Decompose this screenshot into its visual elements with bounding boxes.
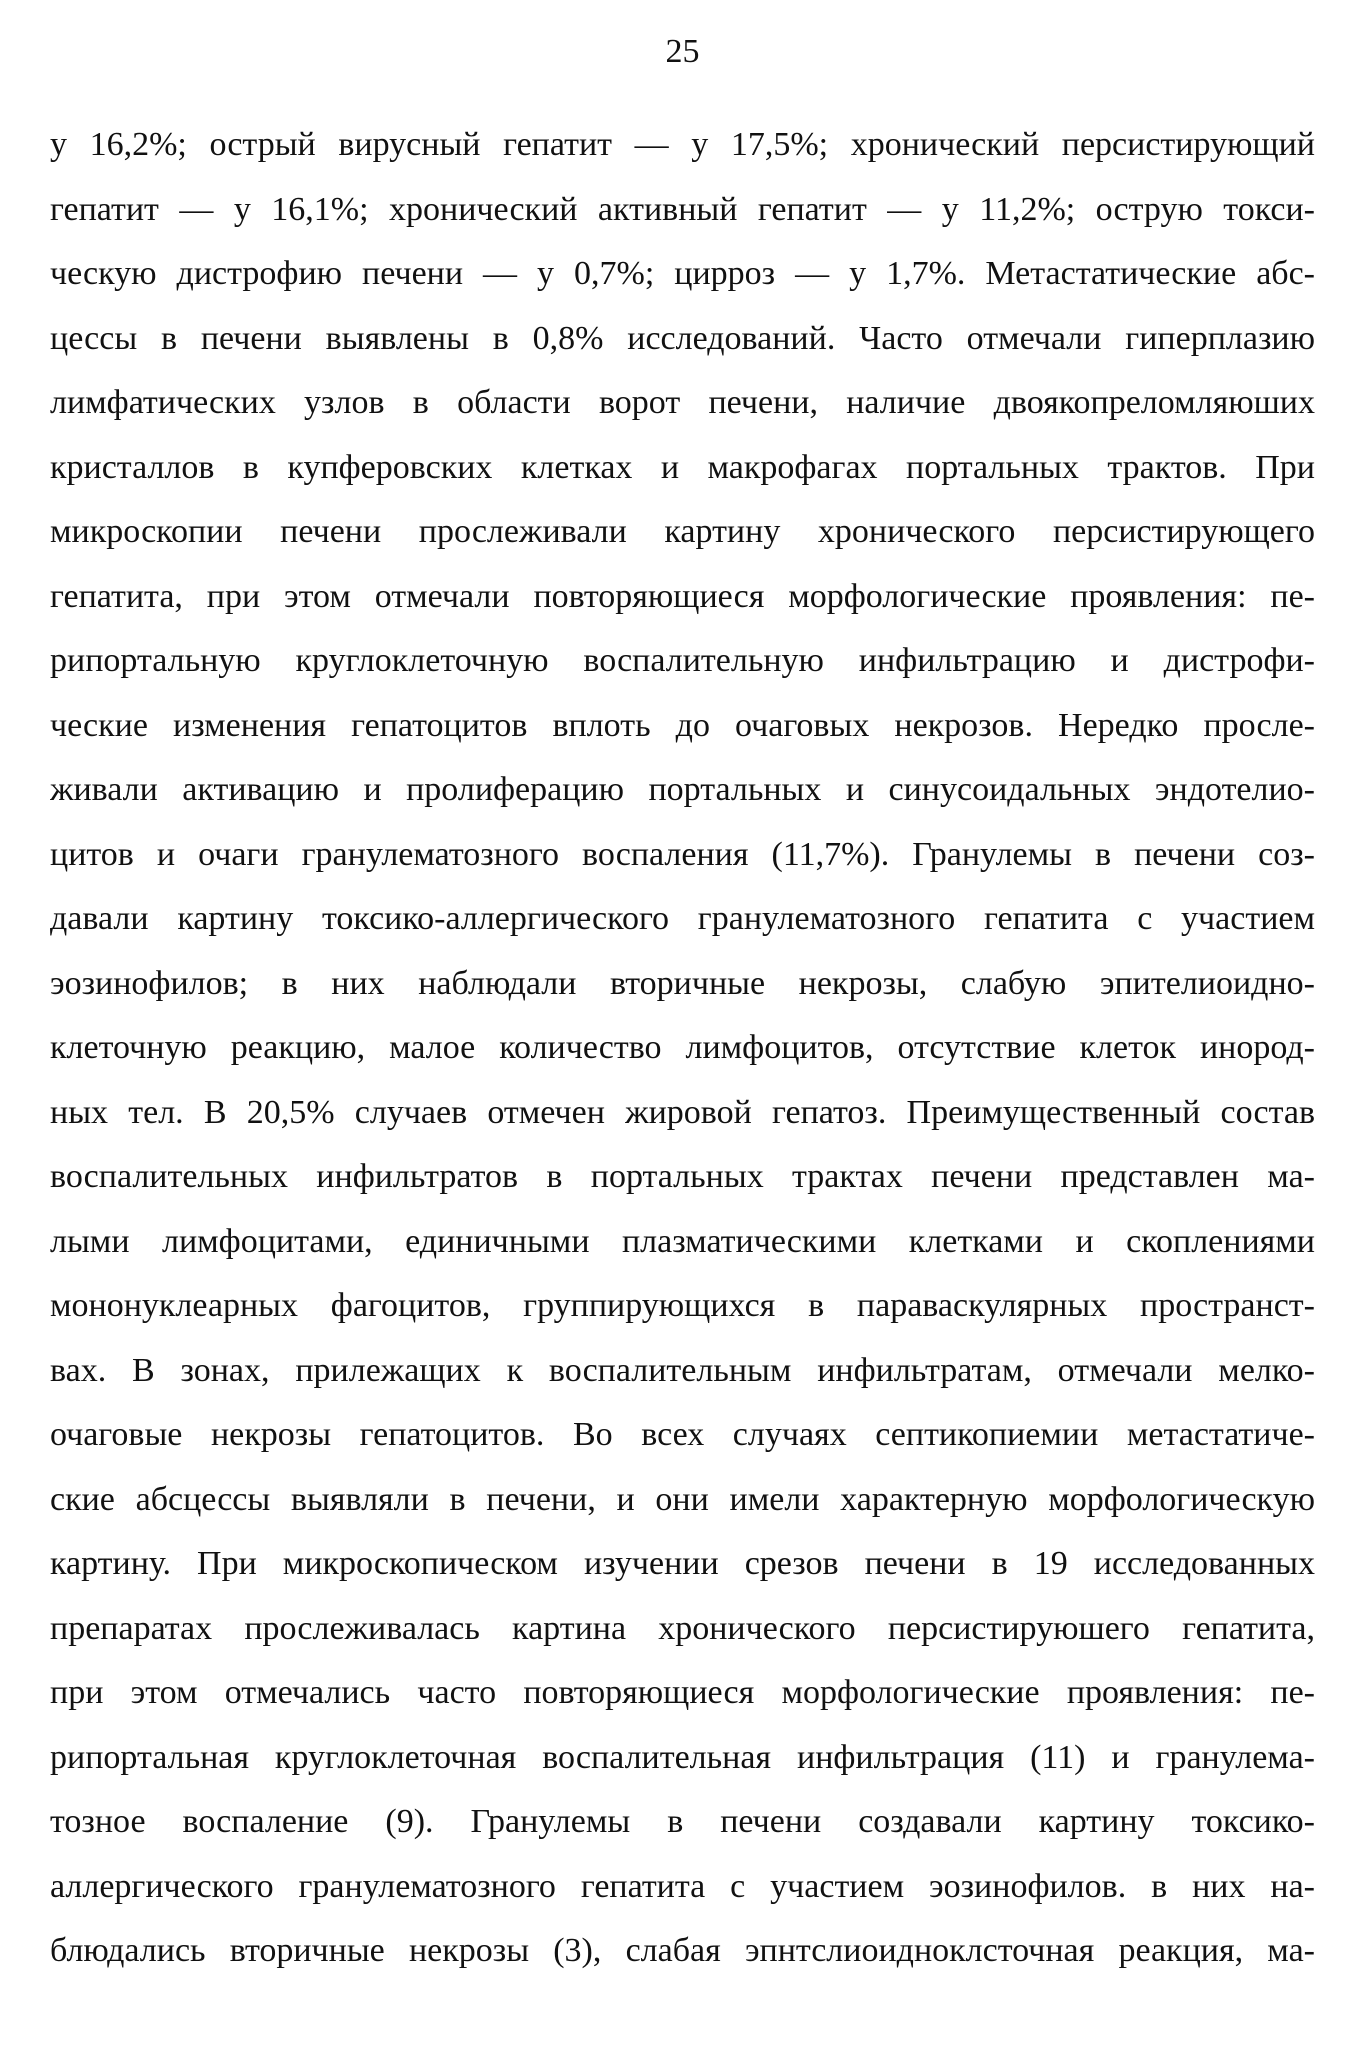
text-line: воспалительных инфильтратов в портальных трактах печени представлен ма- [50, 1158, 1315, 1195]
text-line: гепатит — у 16,1%; хронический активный гепатит — у 11,2%; острую токси- [50, 190, 1315, 228]
text-line: рипортальную круглоклеточную воспалительную инфильтрацию и дистрофи- [50, 642, 1315, 679]
text-line: живали активацию и пролиферацию портальных и синусоидальных эндотелио- [50, 771, 1315, 808]
text-line: у 16,2%; острый вирусный гепатит — у 17,5%; хронический персистирующий [50, 126, 1315, 163]
text-line: ных тел. В 20,5% случаев отмечен жировой гепатоз. Преимущественный состав [50, 1093, 1315, 1131]
text-line: тозное воспаление (9). Гранулемы в печени создавали картину токсико- [50, 1803, 1315, 1840]
text-line: клеточную реакцию, малое количество лимфоцитов, отсутствие клеток инород- [50, 1029, 1315, 1066]
text-line: при этом отмечались часто повторяющиеся морфологические проявления: пе- [50, 1674, 1315, 1711]
text-line: микроскопии печени прослеживали картину хронического персистирующего [50, 513, 1315, 550]
text-line: мононуклеарных фагоцитов, группирующихся в параваскулярных пространст- [50, 1287, 1315, 1324]
text-line: ческую дистрофию печени — у 0,7%; цирроз — у 1,7%. Метастатические абс- [50, 255, 1315, 292]
body-paragraph [50, 113, 1315, 1984]
text-line: картину. При микроскопическом изучении срезов печени в 19 исследованных [50, 1545, 1315, 1582]
text-line: цессы в печени выявлены в 0,8% исследований. Часто отмечали гиперплазию [50, 319, 1315, 357]
text-line: эозинофилов; в них наблюдали вторичные некрозы, слабую эпителиоидно- [50, 964, 1315, 1002]
text-line: очаговые некрозы гепатоцитов. Во всех случаях септикопиемии метастатиче- [50, 1416, 1315, 1453]
text-line: вах. В зонах, прилежащих к воспалительным инфильтратам, отмечали мелко- [50, 1351, 1315, 1389]
page-number: 25 [665, 33, 700, 70]
text-line: препаратах прослеживалась картина хронического персистируюшего гепатита, [50, 1609, 1315, 1647]
text-line: кристаллов в купферовских клетках и макрофагах портальных трактов. При [50, 448, 1315, 486]
text-line: ские абсцессы выявляли в печени, и они имели характерную морфологическую [50, 1480, 1315, 1518]
text-line: ческие изменения гепатоцитов вплоть до очаговых некрозов. Нередко просле- [50, 706, 1315, 744]
text-line: давали картину токсико-аллергического гранулематозного гепатита с участием [50, 900, 1315, 937]
text-line: лыми лимфоцитами, единичными плазматическими клетками и скоплениями [50, 1222, 1315, 1260]
text-line: рипортальная круглоклеточная воспалительная инфильтрация (11) и гранулема- [50, 1738, 1315, 1776]
text-line: цитов и очаги гранулематозного воспаления (11,7%). Гранулемы в печени соз- [50, 835, 1315, 873]
text-line: лимфатических узлов в области ворот печени, наличие двоякопреломляюших [50, 384, 1315, 421]
text-line: блюдались вторичные некрозы (3), слабая эпнтслиоидноклсточная реакция, ма- [50, 1932, 1315, 1969]
text-line: аллергического гранулематозного гепатита с участием эозинофилов. в них на- [50, 1867, 1315, 1905]
text-line: гепатита, при этом отмечали повторяющиеся морфологические проявления: пе- [50, 577, 1315, 615]
